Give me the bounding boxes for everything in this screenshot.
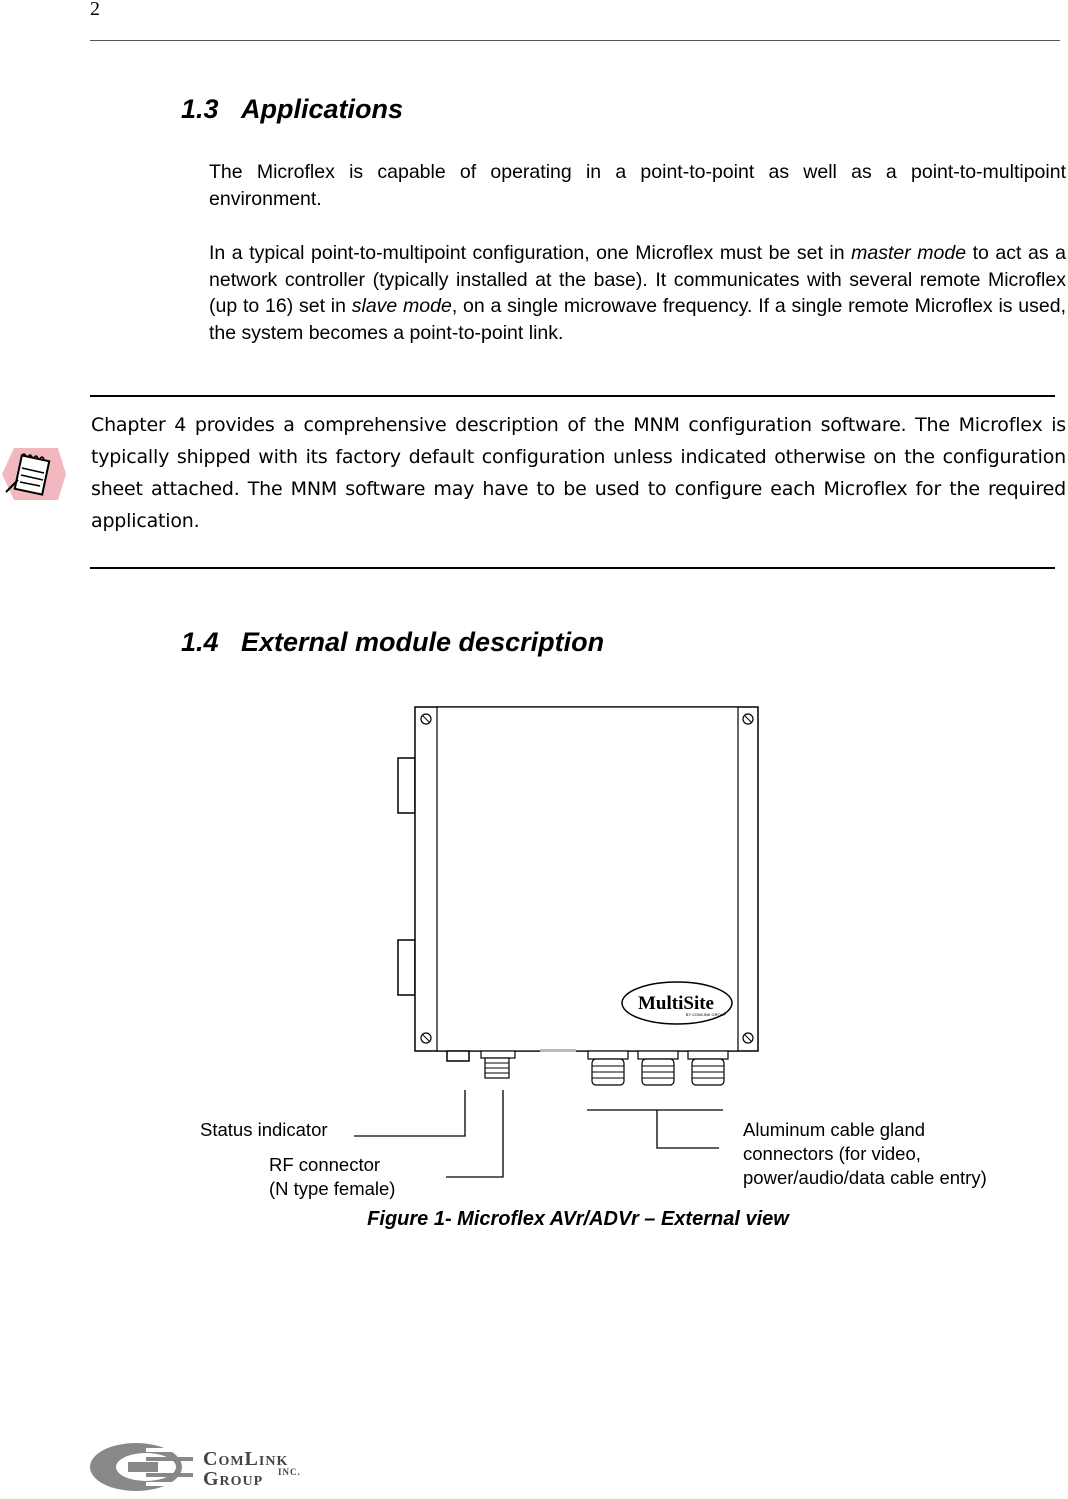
master-mode-term: master mode xyxy=(851,242,967,264)
status-indicator-label: Status indicator xyxy=(200,1119,328,1140)
company-suffix: INC. xyxy=(278,1467,301,1477)
device-logo-text: MultiSite xyxy=(638,993,714,1014)
section-number: 1.4 xyxy=(181,627,219,657)
rf-connector-label xyxy=(269,1153,395,1201)
rf-connector-label-line1: RF connector xyxy=(269,1154,381,1175)
para2-text-1: In a typical point-to-multipoint configuration, one Microflex must be set in xyxy=(209,242,852,264)
section-title: Applications xyxy=(241,94,404,124)
cable-gland-label xyxy=(743,1118,987,1190)
section-number: 1.3 xyxy=(181,94,219,124)
figure-caption: Figure 1- Microflex AVr/ADVr – External view xyxy=(367,1208,789,1230)
note-text: Chapter 4 provides a comprehensive description of the MNM configuration software. The Microflex is typically shipped with its factory default configuration unless indicated otherwise on the configuration sheet attached. The MNM software may have to be used to configure each Microflex for the required application. xyxy=(91,414,1066,532)
para2-text-2: to act as a network controller (typically installed at the base). It communicates with several remote Microflex (up to 16) set in xyxy=(209,242,1066,317)
cable-gland-label-line2: connectors (for video, xyxy=(743,1143,921,1164)
device-logo-subtext: BY COMLINK GROUP xyxy=(685,1012,727,1017)
company-name-line1: ComLink xyxy=(203,1448,289,1470)
company-name-line2: Group xyxy=(203,1468,264,1490)
applications-paragraph-1: The Microflex is capable of operating in a point-to-point as well as a point-to-multipoint environment. xyxy=(209,161,1066,210)
para2-text-3: , on a single microwave frequency. If a single remote Microflex is used, the system becomes a point-to-point link. xyxy=(209,295,1067,344)
comlink-logo-mark xyxy=(88,1440,193,1494)
rf-connector-label-line2: (N type female) xyxy=(269,1178,396,1199)
cable-gland-label-line1: Aluminum cable gland xyxy=(743,1119,926,1140)
comlink-logo xyxy=(88,1440,301,1499)
slave-mode-term: slave mode xyxy=(351,295,452,317)
section-title: External module description xyxy=(241,627,605,657)
page-number: 2 xyxy=(90,0,100,20)
cable-gland-label-line3: power/audio/data cable entry) xyxy=(743,1167,987,1188)
